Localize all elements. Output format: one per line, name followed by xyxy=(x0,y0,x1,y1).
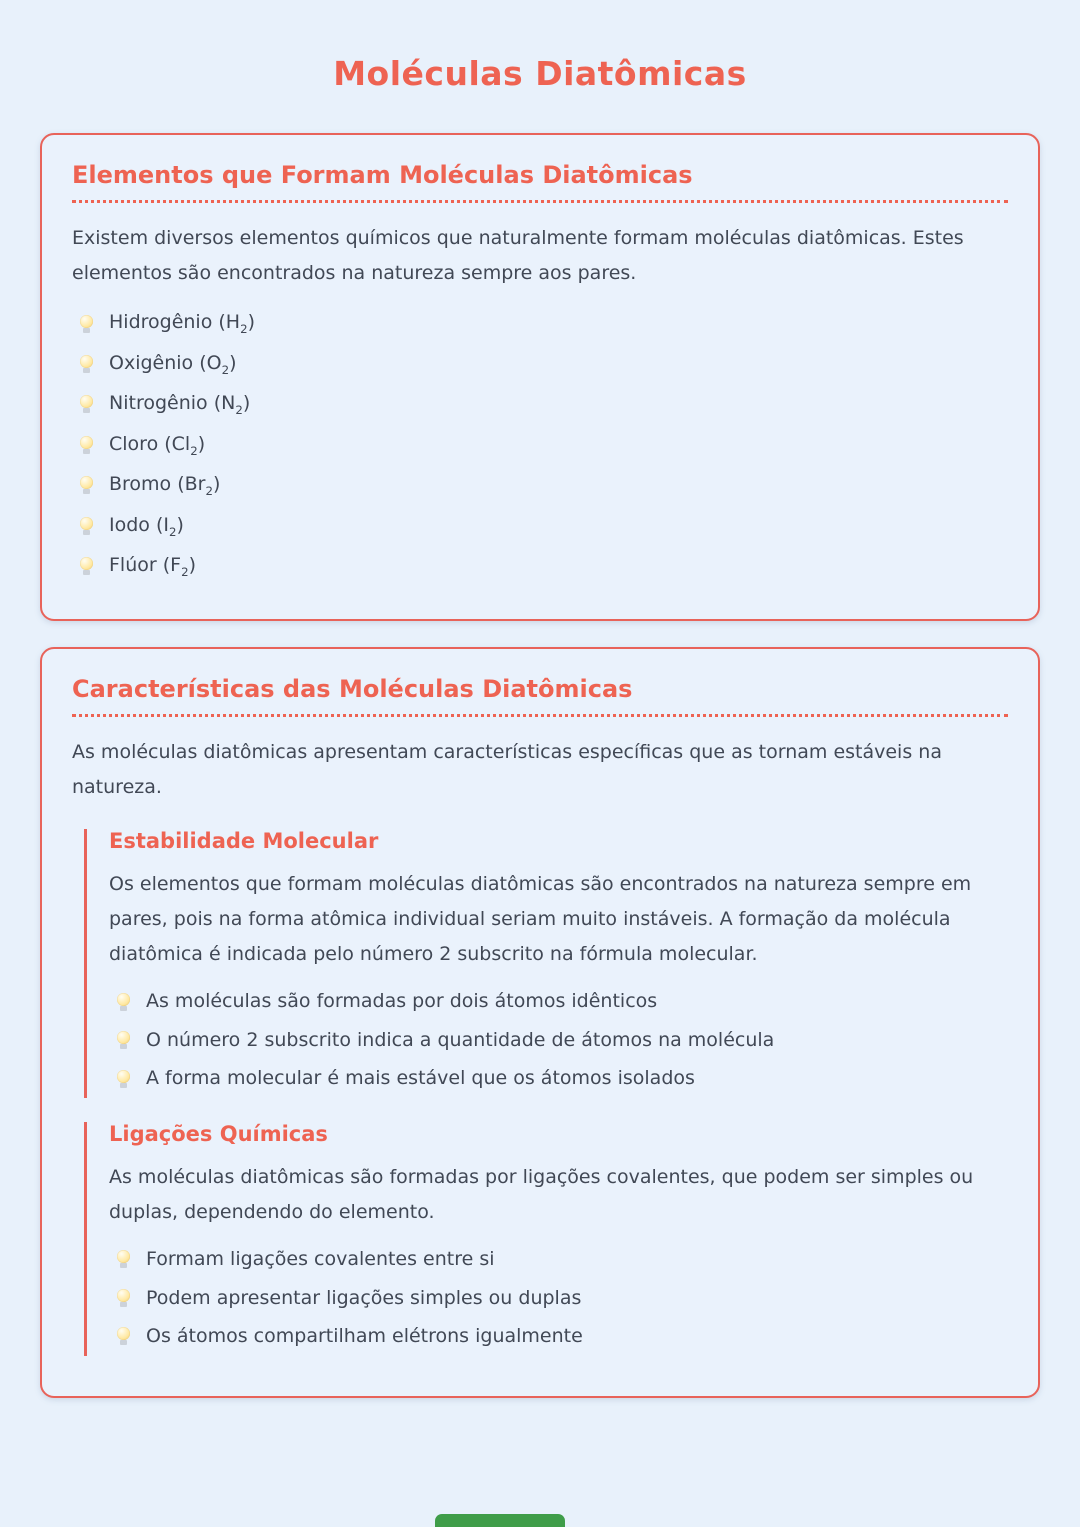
lightbulb-icon xyxy=(117,993,130,1011)
card-elementos xyxy=(40,133,1040,621)
page-title: Moléculas Diatômicas xyxy=(333,54,747,93)
lightbulb-icon xyxy=(80,315,93,333)
lightbulb-icon xyxy=(80,557,93,575)
card-caracteristicas xyxy=(40,647,1040,1398)
bullet-text: Os átomos compartilham elétrons igualmente xyxy=(146,1325,583,1348)
card-elementos-intro: Existem diversos elementos químicos que naturalmente formam moléculas diatômicas. Estes elementos são encontrados na natureza sempre aos pares. xyxy=(72,227,964,285)
lightbulb-icon xyxy=(117,1327,130,1345)
element-name: Bromo $(Br_2)$ xyxy=(109,473,221,498)
list-item xyxy=(72,546,1008,586)
list-item xyxy=(109,1021,1008,1060)
element-name: Hidrogênio $(H_2)$ xyxy=(109,311,256,337)
card-elementos-heading: Elementos que Formam Moléculas Diatômicas xyxy=(72,161,1008,203)
list-item xyxy=(72,506,1008,546)
bullet-text: As moléculas são formadas por dois átomos idênticos xyxy=(146,990,658,1013)
bullet-text: Formam ligações covalentes entre si xyxy=(146,1248,495,1271)
list-item xyxy=(109,1317,1008,1356)
element-name: Cloro $(Cl_2)$ xyxy=(109,432,206,458)
lightbulb-icon xyxy=(117,1031,130,1049)
lightbulb-icon xyxy=(117,1289,130,1307)
lightbulb-icon xyxy=(80,355,93,373)
subsection-bullet-list xyxy=(109,982,1008,1098)
list-item xyxy=(109,982,1008,1021)
subsection-heading: Estabilidade Molecular xyxy=(109,828,379,853)
card-caracteristicas-intro: As moléculas diatômicas apresentam características específicas que as tornam estáveis na natureza. xyxy=(72,740,942,798)
list-item xyxy=(109,1059,1008,1098)
subsection-bullet-list xyxy=(109,1240,1008,1356)
lightbulb-icon xyxy=(80,476,93,494)
subsection-heading: Ligações Químicas xyxy=(109,1121,328,1146)
element-name: Oxigênio $(O_2)$ xyxy=(109,351,237,377)
lightbulb-icon xyxy=(80,395,93,413)
list-item xyxy=(72,465,1008,505)
lightbulb-icon xyxy=(117,1070,130,1088)
list-item xyxy=(109,1240,1008,1279)
list-item xyxy=(72,344,1008,384)
element-name: Flúor $(F_2)$ xyxy=(109,554,196,579)
list-item xyxy=(72,384,1008,424)
subsection-body: Os elementos que formam moléculas diatômicas são encontrados na natureza sempre em pares, pois na forma atômica individual seriam muito instáveis. A formação da molécula diatômica é indicada pelo número 2 subscrito na fórmula molecular. xyxy=(109,872,972,966)
element-name: Nitrogênio $(N_2)$ xyxy=(109,392,251,418)
lightbulb-icon xyxy=(80,517,93,535)
bullet-text: Podem apresentar ligações simples ou duplas xyxy=(146,1286,582,1309)
lightbulb-icon xyxy=(80,436,93,454)
bullet-text: O número 2 subscrito indica a quantidade de átomos na molécula xyxy=(146,1028,775,1051)
bullet-text: A forma molecular é mais estável que os átomos isolados xyxy=(146,1067,695,1090)
list-item xyxy=(72,425,1008,465)
subsection-estabilidade-molecular xyxy=(84,829,1008,1098)
partial-green-badge xyxy=(435,1514,565,1527)
element-name: Iodo $(I_2)$ xyxy=(109,513,184,539)
element-list xyxy=(72,303,1008,586)
list-item xyxy=(72,303,1008,343)
subsection-body: As moléculas diatômicas são formadas por ligações covalentes, que podem ser simples ou duplas, dependendo do elemento. xyxy=(109,1165,974,1223)
lightbulb-icon xyxy=(117,1250,130,1268)
subsection-ligacoes-quimicas xyxy=(84,1122,1008,1356)
list-item xyxy=(109,1279,1008,1318)
card-caracteristicas-heading: Características das Moléculas Diatômicas xyxy=(72,675,1008,717)
